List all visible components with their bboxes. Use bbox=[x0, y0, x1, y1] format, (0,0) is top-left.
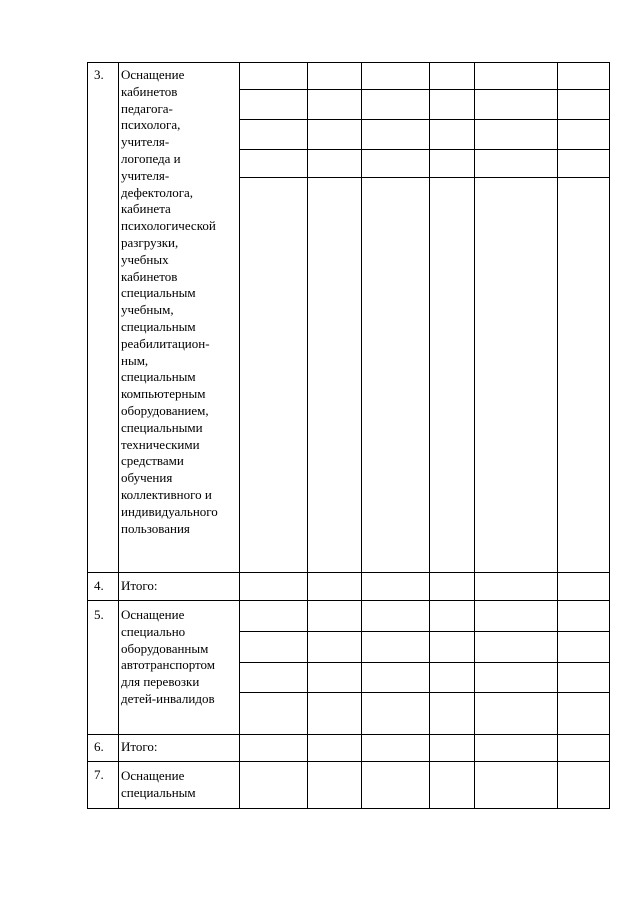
row-description: Итого: bbox=[121, 739, 158, 754]
row-description: Оснащение специальным bbox=[121, 768, 196, 800]
row-number: 5. bbox=[94, 607, 104, 622]
row-description: Итого: bbox=[121, 578, 158, 593]
row-number: 4. bbox=[94, 578, 104, 593]
row-description: Оснащение кабинетов педагога- психолога, учителя- логопеда и учителя- дефектолога, кабинета психологической разгрузки, учебных кабинетов специальным учебным, специальным реабилитацион- ным, специальным компьютерным оборудованием, специальными техническими средствами обучения коллективного и индивидуального пользования bbox=[121, 67, 218, 536]
row-number: 7. bbox=[94, 767, 104, 782]
row-number: 3. bbox=[94, 67, 104, 82]
row-description: Оснащение специально оборудованным автотранспортом для перевозки детей-инвалидов bbox=[121, 607, 216, 706]
row-number: 6. bbox=[94, 739, 104, 754]
